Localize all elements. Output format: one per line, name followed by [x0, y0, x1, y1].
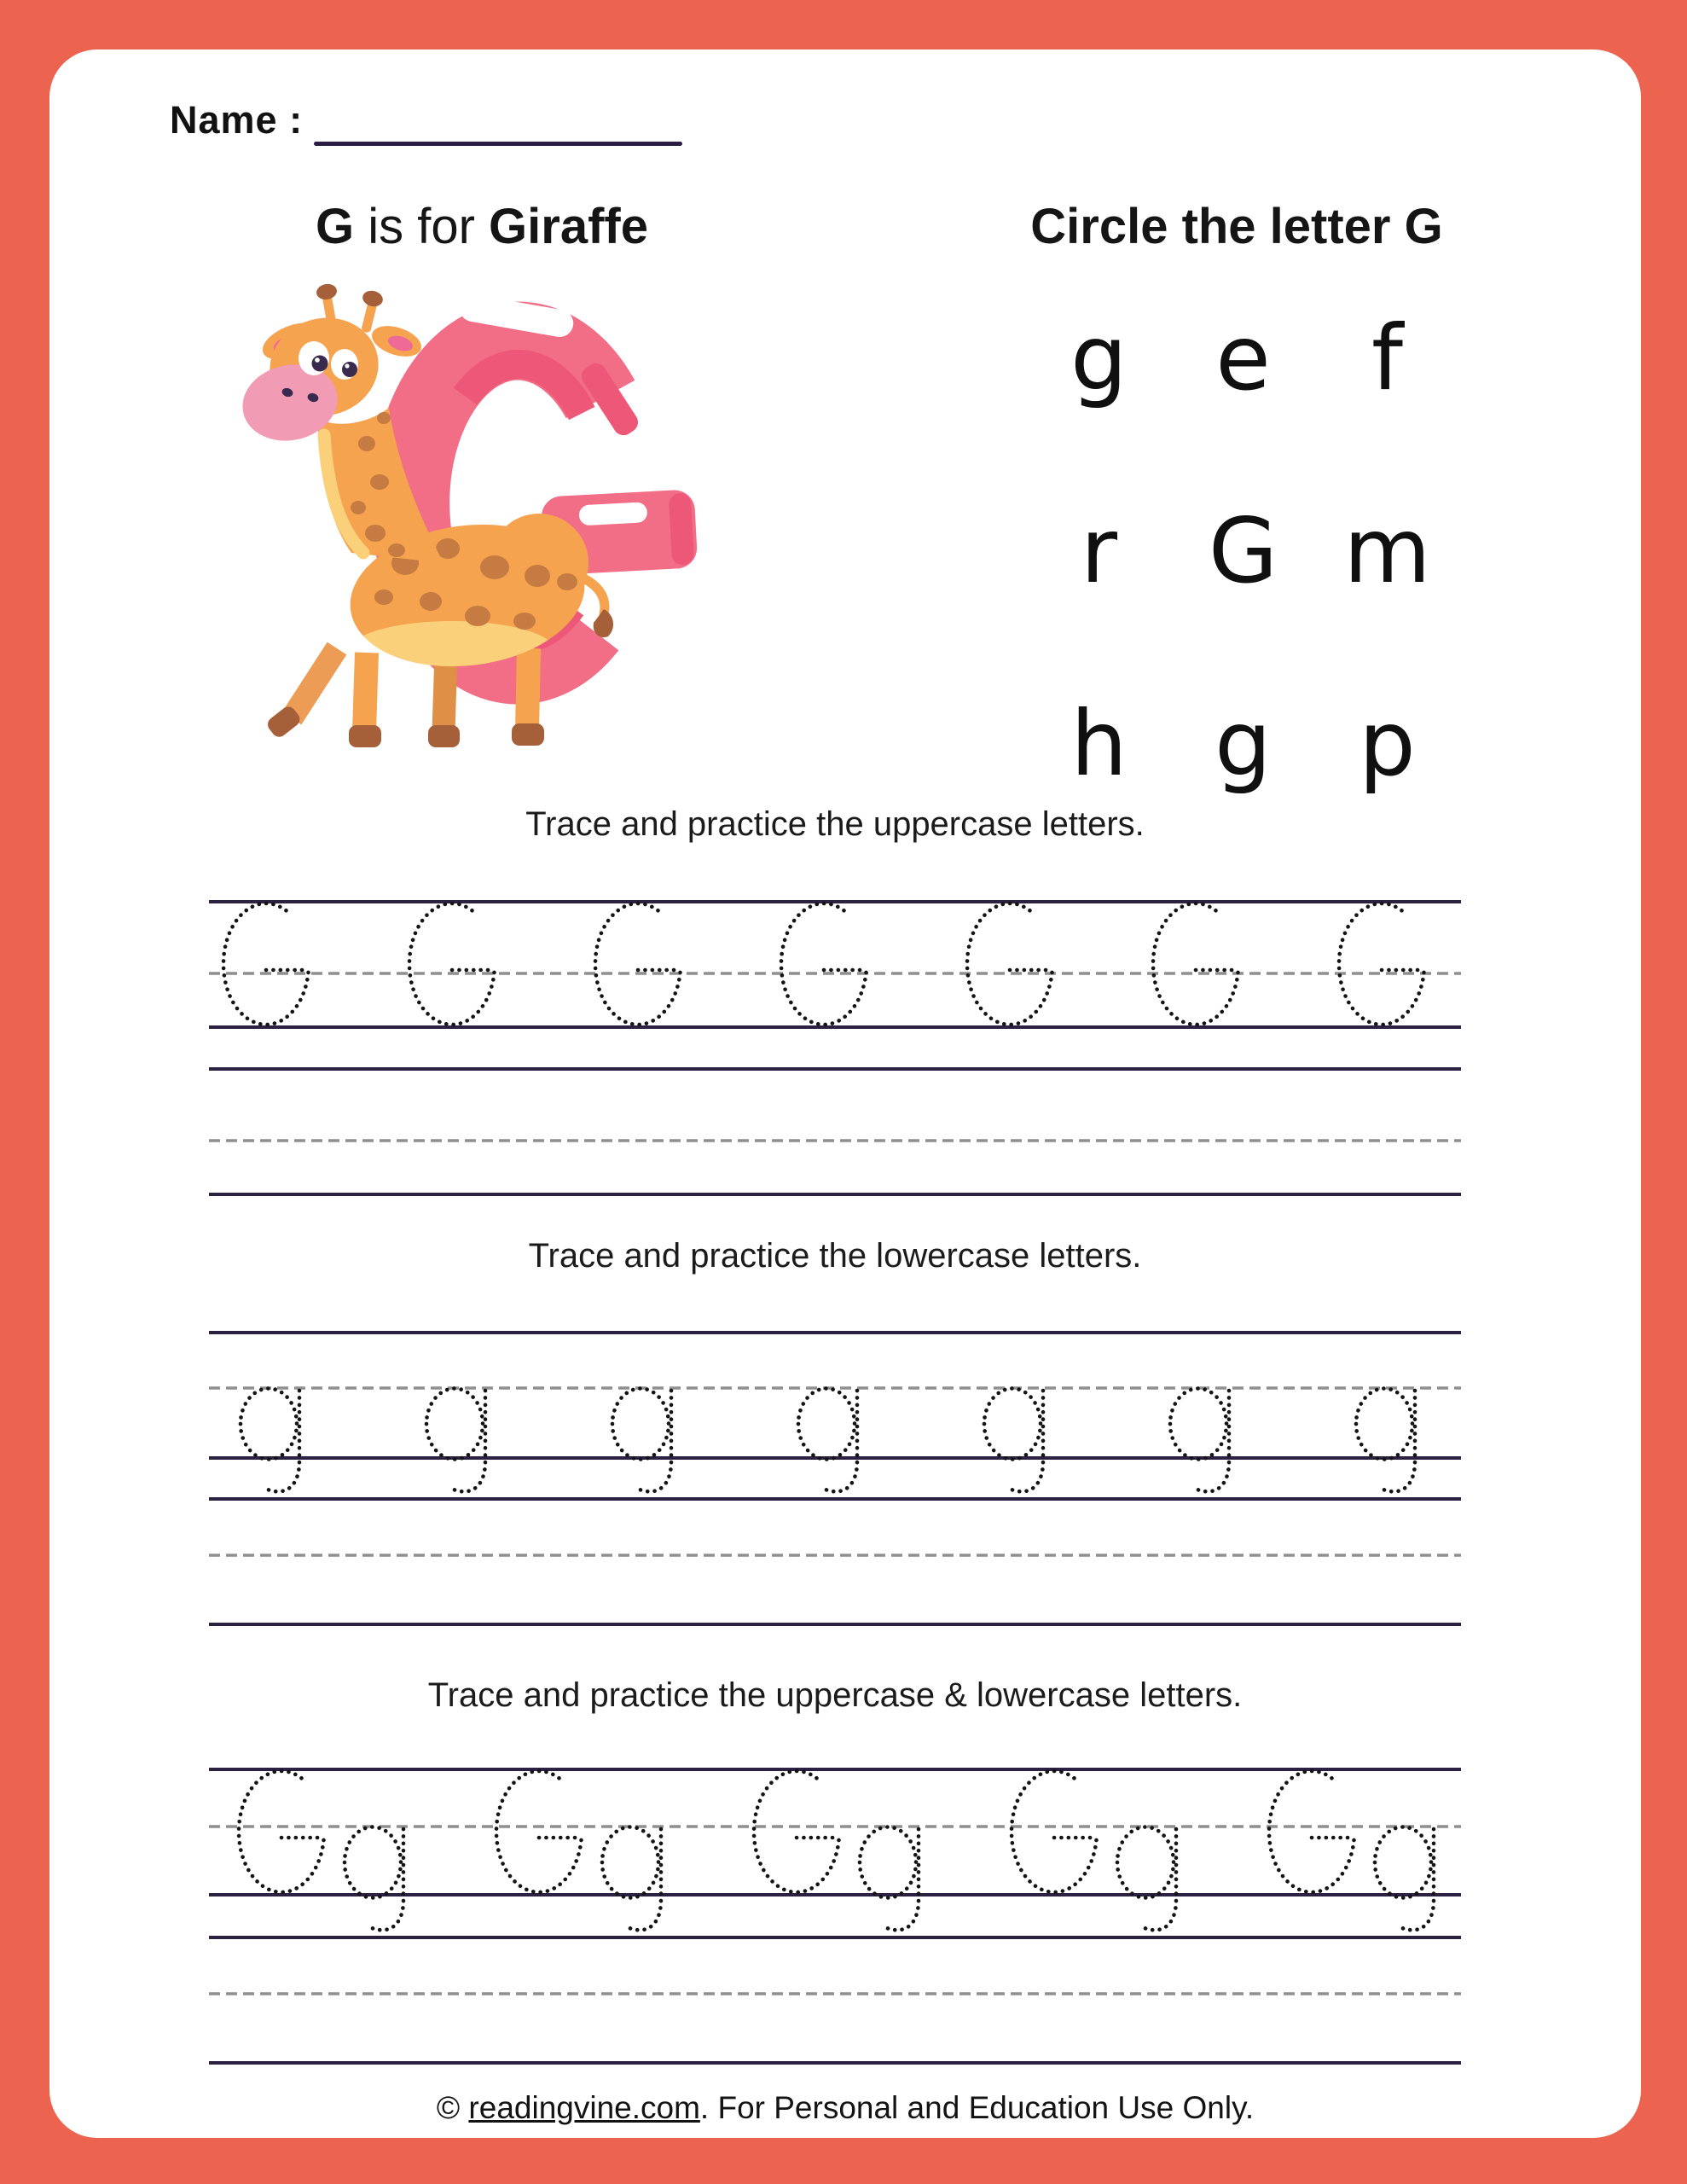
writing-lines-mixed-blank [209, 1936, 1461, 2065]
title-word: Giraffe [489, 199, 648, 254]
footer-credit [49, 2088, 1641, 2129]
circle-letter-grid [1027, 262, 1459, 840]
circle-letter-option: G [1208, 499, 1278, 603]
dotted-trace-letter-g [1356, 1389, 1415, 1492]
dotted-trace-letter-G [223, 903, 309, 1025]
writing-lines-lowercase-traced [209, 1331, 1461, 1460]
name-blank-line [314, 142, 682, 146]
writing-lines-uppercase-blank [209, 1067, 1461, 1196]
dotted-trace-letter-g [798, 1389, 857, 1492]
footer-link[interactable]: readingvine.com [468, 2090, 700, 2125]
dotted-trace-letter-g [241, 1389, 299, 1492]
section-heading-lowercase: Trace and practice the lowercase letters. [528, 1237, 1142, 1275]
name-label: Name : [170, 98, 304, 142]
dotted-trace-letter-G [409, 903, 495, 1025]
dotted-trace-letter-G [1339, 903, 1424, 1025]
circle-letter-option: r [1080, 499, 1118, 603]
dotted-trace-letter-g [345, 1827, 403, 1931]
writing-lines-mixed-traced [209, 1768, 1461, 1896]
dotted-trace-letter-g [1170, 1389, 1229, 1492]
page-title-g-is-for-giraffe: G is for Giraffe [316, 199, 648, 254]
writing-lines-uppercase-traced [209, 900, 1461, 1029]
circle-letter-option: p [1359, 692, 1416, 796]
circle-letter-option: m [1343, 499, 1431, 603]
circle-letter-option: h [1070, 692, 1128, 796]
section-heading-uppercase: Trace and practice the uppercase letters. [525, 805, 1145, 843]
giraffe-with-letter-g-illustration [239, 282, 716, 751]
dotted-trace-letter-G [967, 903, 1052, 1025]
dotted-trace-letter-G [595, 903, 681, 1025]
circle-letter-option: g [1070, 306, 1128, 410]
grid-row [1027, 455, 1459, 648]
dotted-trace-letter-g [426, 1389, 485, 1492]
dotted-trace-letter-g [612, 1389, 671, 1492]
worksheet-page [49, 49, 1641, 2138]
dotted-trace-letter-g [984, 1389, 1043, 1492]
dotted-trace-letter-G [1012, 1771, 1097, 1892]
section-heading-mixed-case: Trace and practice the uppercase & lowercase letters. [427, 1676, 1243, 1714]
dotted-trace-letter-g [602, 1827, 661, 1931]
footer-usage-text: . For Personal and Education Use Only. [699, 2090, 1255, 2125]
dotted-trace-letter-g [860, 1827, 919, 1931]
dotted-trace-letter-G [781, 903, 867, 1025]
circle-activity-title: Circle the letter G [1030, 199, 1443, 254]
title-letter: G [316, 199, 355, 254]
copyright-text: © [436, 2090, 469, 2125]
dotted-trace-letter-g [1375, 1827, 1434, 1931]
circle-letter-option: g [1215, 692, 1272, 796]
grid-row [1027, 262, 1459, 455]
dotted-trace-letter-G [239, 1771, 324, 1892]
circle-letter-option: f [1371, 306, 1403, 410]
writing-lines-lowercase-blank [209, 1497, 1461, 1626]
circle-letter-option: e [1215, 306, 1271, 410]
dotted-trace-letter-G [496, 1771, 582, 1892]
dotted-trace-letter-G [754, 1771, 839, 1892]
dotted-trace-letter-g [1117, 1827, 1176, 1931]
dotted-trace-letter-G [1269, 1771, 1354, 1892]
dotted-trace-letter-G [1153, 903, 1238, 1025]
